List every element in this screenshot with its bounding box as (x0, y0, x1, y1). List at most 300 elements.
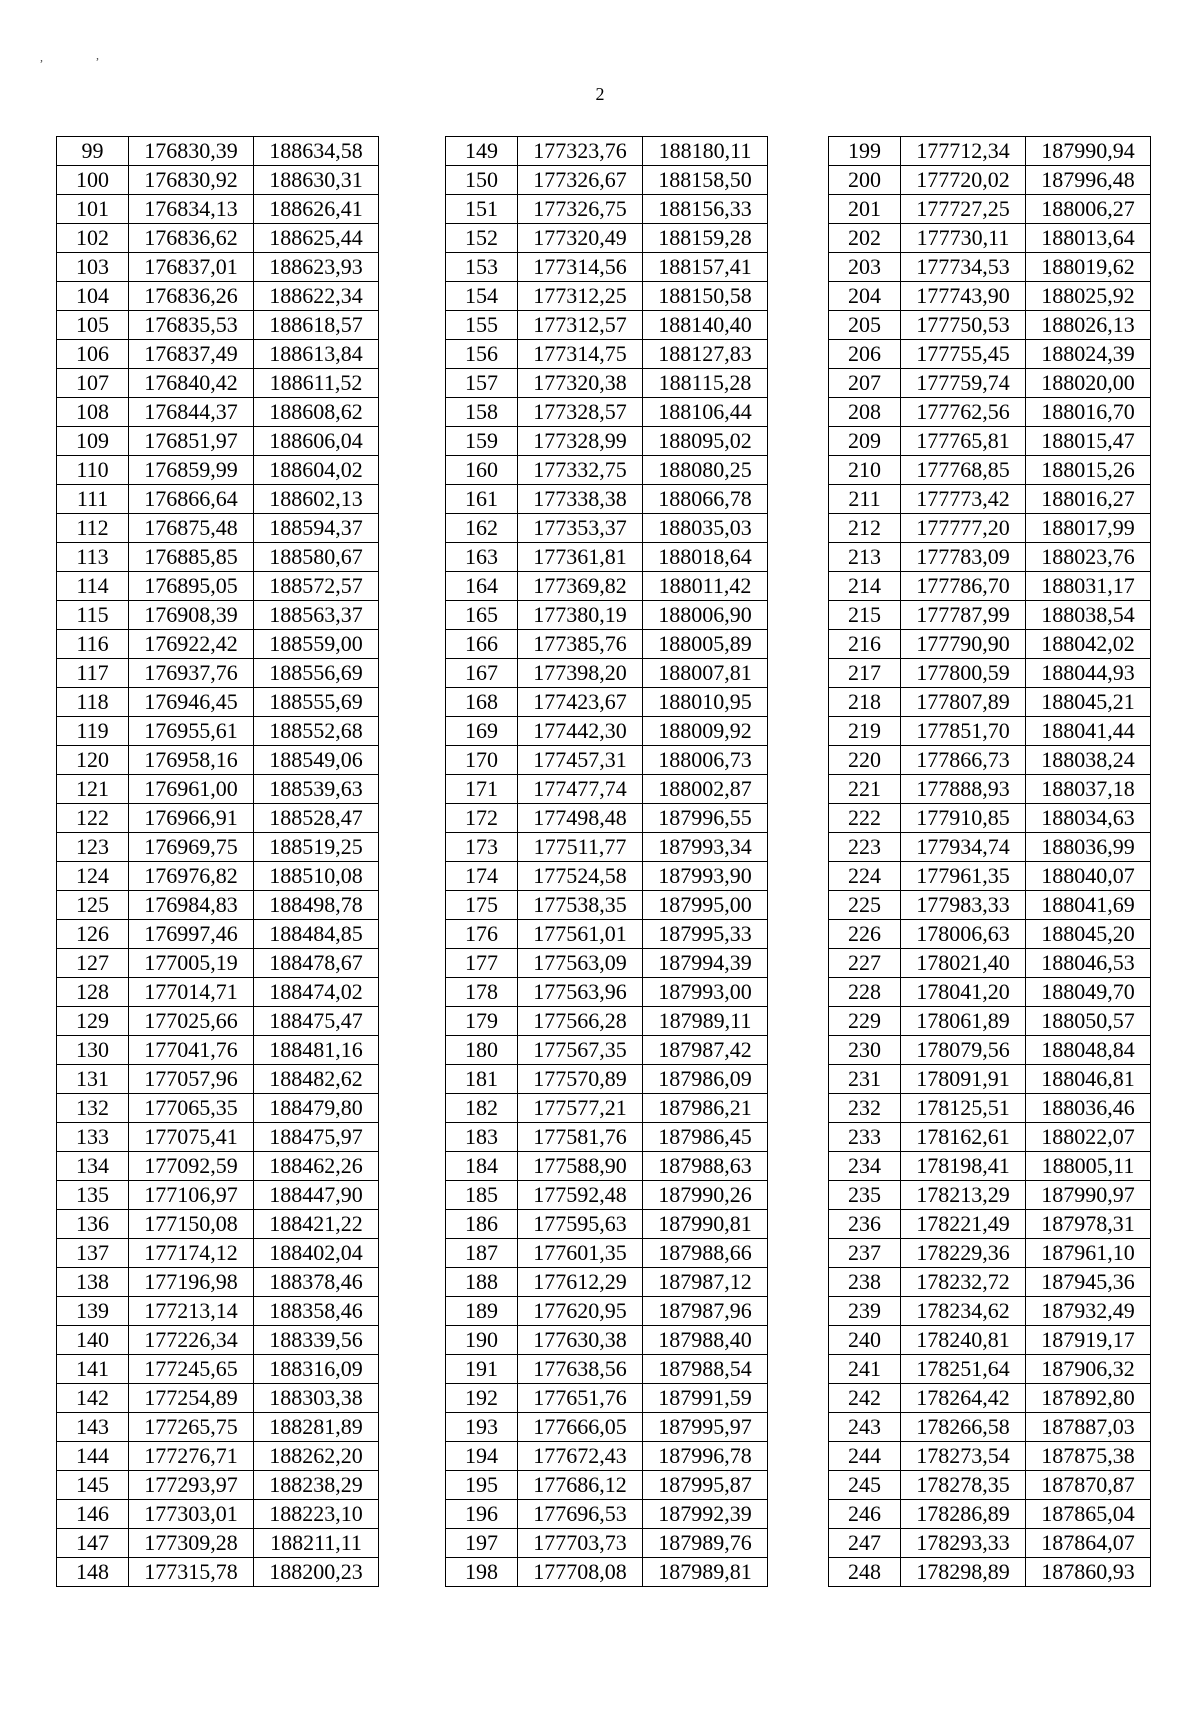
y-coordinate-cell: 187995,00 (643, 891, 768, 920)
y-coordinate-cell: 187892,80 (1026, 1384, 1151, 1413)
x-coordinate-cell: 177254,89 (129, 1384, 254, 1413)
table-row (829, 311, 1151, 340)
y-coordinate-cell: 188630,31 (254, 166, 379, 195)
y-coordinate-cell: 188038,24 (1026, 746, 1151, 775)
table-row (446, 659, 768, 688)
point-number-cell: 215 (829, 601, 901, 630)
point-number-cell: 206 (829, 340, 901, 369)
y-coordinate-cell: 187961,10 (1026, 1239, 1151, 1268)
y-coordinate-cell: 188044,93 (1026, 659, 1151, 688)
point-number-cell: 108 (57, 398, 129, 427)
point-number-cell: 110 (57, 456, 129, 485)
point-number-cell: 229 (829, 1007, 901, 1036)
point-number-cell: 127 (57, 949, 129, 978)
y-coordinate-cell: 188481,16 (254, 1036, 379, 1065)
y-coordinate-cell: 187988,63 (643, 1152, 768, 1181)
point-number-cell: 241 (829, 1355, 901, 1384)
x-coordinate-cell: 178273,54 (901, 1442, 1026, 1471)
table-row (57, 1181, 379, 1210)
table-row (829, 1471, 1151, 1500)
x-coordinate-cell: 176840,42 (129, 369, 254, 398)
x-coordinate-cell: 177338,38 (518, 485, 643, 514)
y-coordinate-cell: 188007,81 (643, 659, 768, 688)
table-row (57, 485, 379, 514)
table-row (57, 1268, 379, 1297)
point-number-cell: 126 (57, 920, 129, 949)
coordinate-table-middle (445, 136, 768, 1587)
y-coordinate-cell: 187990,94 (1026, 137, 1151, 166)
y-coordinate-cell: 187994,39 (643, 949, 768, 978)
point-number-cell: 214 (829, 572, 901, 601)
y-coordinate-cell: 188498,78 (254, 891, 379, 920)
x-coordinate-cell: 176835,53 (129, 311, 254, 340)
table-row (446, 253, 768, 282)
y-coordinate-cell: 188602,13 (254, 485, 379, 514)
point-number-cell: 192 (446, 1384, 518, 1413)
table-row (57, 630, 379, 659)
y-coordinate-cell: 187887,03 (1026, 1413, 1151, 1442)
x-coordinate-cell: 177765,81 (901, 427, 1026, 456)
point-number-cell: 100 (57, 166, 129, 195)
y-coordinate-cell: 188519,25 (254, 833, 379, 862)
y-coordinate-cell: 188622,34 (254, 282, 379, 311)
point-number-cell: 104 (57, 282, 129, 311)
point-number-cell: 209 (829, 427, 901, 456)
table-row (57, 804, 379, 833)
x-coordinate-cell: 177457,31 (518, 746, 643, 775)
table-row (446, 1210, 768, 1239)
table-row (829, 1558, 1151, 1587)
table-row (446, 1268, 768, 1297)
point-number-cell: 233 (829, 1123, 901, 1152)
y-coordinate-cell: 188608,62 (254, 398, 379, 427)
table-row (829, 195, 1151, 224)
table-row (446, 1152, 768, 1181)
table-row (57, 224, 379, 253)
y-coordinate-cell: 187996,78 (643, 1442, 768, 1471)
y-coordinate-cell: 187870,87 (1026, 1471, 1151, 1500)
point-number-cell: 174 (446, 862, 518, 891)
table-row (446, 224, 768, 253)
y-coordinate-cell: 188035,03 (643, 514, 768, 543)
table-row (57, 1442, 379, 1471)
point-number-cell: 116 (57, 630, 129, 659)
table-row (57, 1123, 379, 1152)
point-number-cell: 169 (446, 717, 518, 746)
point-number-cell: 170 (446, 746, 518, 775)
x-coordinate-cell: 176836,62 (129, 224, 254, 253)
y-coordinate-cell: 188563,37 (254, 601, 379, 630)
y-coordinate-cell: 188262,20 (254, 1442, 379, 1471)
x-coordinate-cell: 176997,46 (129, 920, 254, 949)
x-coordinate-cell: 177790,90 (901, 630, 1026, 659)
point-number-cell: 102 (57, 224, 129, 253)
table-row (446, 717, 768, 746)
x-coordinate-cell: 177807,89 (901, 688, 1026, 717)
table-row (446, 427, 768, 456)
point-number-cell: 226 (829, 920, 901, 949)
point-number-cell: 149 (446, 137, 518, 166)
y-coordinate-cell: 188447,90 (254, 1181, 379, 1210)
y-coordinate-cell: 188041,69 (1026, 891, 1151, 920)
point-number-cell: 189 (446, 1297, 518, 1326)
table-row (829, 978, 1151, 1007)
x-coordinate-cell: 177041,76 (129, 1036, 254, 1065)
point-number-cell: 112 (57, 514, 129, 543)
point-number-cell: 243 (829, 1413, 901, 1442)
y-coordinate-cell: 187987,96 (643, 1297, 768, 1326)
y-coordinate-cell: 188549,06 (254, 746, 379, 775)
x-coordinate-cell: 176834,13 (129, 195, 254, 224)
y-coordinate-cell: 188421,22 (254, 1210, 379, 1239)
x-coordinate-cell: 177226,34 (129, 1326, 254, 1355)
point-number-cell: 128 (57, 978, 129, 1007)
point-number-cell: 161 (446, 485, 518, 514)
x-coordinate-cell: 177265,75 (129, 1413, 254, 1442)
table-row (829, 1007, 1151, 1036)
table-row (829, 1123, 1151, 1152)
point-number-cell: 103 (57, 253, 129, 282)
y-coordinate-cell: 188015,26 (1026, 456, 1151, 485)
y-coordinate-cell: 188559,00 (254, 630, 379, 659)
x-coordinate-cell: 177353,37 (518, 514, 643, 543)
x-coordinate-cell: 176976,82 (129, 862, 254, 891)
y-coordinate-cell: 188034,63 (1026, 804, 1151, 833)
y-coordinate-cell: 188049,70 (1026, 978, 1151, 1007)
x-coordinate-cell: 177320,49 (518, 224, 643, 253)
y-coordinate-cell: 188022,07 (1026, 1123, 1151, 1152)
point-number-cell: 146 (57, 1500, 129, 1529)
point-number-cell: 204 (829, 282, 901, 311)
y-coordinate-cell: 188358,46 (254, 1297, 379, 1326)
point-number-cell: 168 (446, 688, 518, 717)
point-number-cell: 197 (446, 1529, 518, 1558)
point-number-cell: 155 (446, 311, 518, 340)
table-row (446, 1442, 768, 1471)
x-coordinate-cell: 177786,70 (901, 572, 1026, 601)
table-row (57, 427, 379, 456)
y-coordinate-cell: 188046,53 (1026, 949, 1151, 978)
point-number-cell: 184 (446, 1152, 518, 1181)
point-number-cell: 114 (57, 572, 129, 601)
x-coordinate-cell: 176961,00 (129, 775, 254, 804)
x-coordinate-cell: 178293,33 (901, 1529, 1026, 1558)
y-coordinate-cell: 188402,04 (254, 1239, 379, 1268)
table-row (829, 891, 1151, 920)
table-row (829, 1152, 1151, 1181)
x-coordinate-cell: 176946,45 (129, 688, 254, 717)
table-row (57, 1471, 379, 1500)
y-coordinate-cell: 188482,62 (254, 1065, 379, 1094)
table-row (446, 688, 768, 717)
point-number-cell: 121 (57, 775, 129, 804)
point-number-cell: 221 (829, 775, 901, 804)
point-number-cell: 210 (829, 456, 901, 485)
y-coordinate-cell: 187875,38 (1026, 1442, 1151, 1471)
x-coordinate-cell: 178240,81 (901, 1326, 1026, 1355)
table-row (57, 311, 379, 340)
y-coordinate-cell: 187986,09 (643, 1065, 768, 1094)
point-number-cell: 120 (57, 746, 129, 775)
table-row (446, 775, 768, 804)
table-row (829, 485, 1151, 514)
point-number-cell: 173 (446, 833, 518, 862)
table-row (829, 804, 1151, 833)
x-coordinate-cell: 177196,98 (129, 1268, 254, 1297)
table-row (446, 1413, 768, 1442)
y-coordinate-cell: 188618,57 (254, 311, 379, 340)
y-coordinate-cell: 188115,28 (643, 369, 768, 398)
y-coordinate-cell: 188080,25 (643, 456, 768, 485)
y-coordinate-cell: 188625,44 (254, 224, 379, 253)
y-coordinate-cell: 187987,12 (643, 1268, 768, 1297)
point-number-cell: 166 (446, 630, 518, 659)
x-coordinate-cell: 177477,74 (518, 775, 643, 804)
table-row (829, 630, 1151, 659)
table-row (446, 1181, 768, 1210)
table-row (829, 1529, 1151, 1558)
y-coordinate-cell: 188539,63 (254, 775, 379, 804)
table-row (57, 978, 379, 1007)
y-coordinate-cell: 187865,04 (1026, 1500, 1151, 1529)
x-coordinate-cell: 178229,36 (901, 1239, 1026, 1268)
x-coordinate-cell: 176958,16 (129, 746, 254, 775)
table-row (446, 1239, 768, 1268)
table-row (57, 572, 379, 601)
x-coordinate-cell: 177755,45 (901, 340, 1026, 369)
x-coordinate-cell: 176966,91 (129, 804, 254, 833)
x-coordinate-cell: 177423,67 (518, 688, 643, 717)
x-coordinate-cell: 178232,72 (901, 1268, 1026, 1297)
x-coordinate-cell: 177511,77 (518, 833, 643, 862)
y-coordinate-cell: 187995,33 (643, 920, 768, 949)
x-coordinate-cell: 178213,29 (901, 1181, 1026, 1210)
point-number-cell: 142 (57, 1384, 129, 1413)
table-row (57, 1529, 379, 1558)
x-coordinate-cell: 178298,89 (901, 1558, 1026, 1587)
point-number-cell: 220 (829, 746, 901, 775)
x-coordinate-cell: 176955,61 (129, 717, 254, 746)
y-coordinate-cell: 188475,47 (254, 1007, 379, 1036)
table-row (57, 1036, 379, 1065)
table-row (57, 1007, 379, 1036)
x-coordinate-cell: 177620,95 (518, 1297, 643, 1326)
table-row (446, 543, 768, 572)
table-row (57, 949, 379, 978)
x-coordinate-cell: 177309,28 (129, 1529, 254, 1558)
point-number-cell: 154 (446, 282, 518, 311)
x-coordinate-cell: 177174,12 (129, 1239, 254, 1268)
point-number-cell: 179 (446, 1007, 518, 1036)
point-number-cell: 99 (57, 137, 129, 166)
point-number-cell: 171 (446, 775, 518, 804)
x-coordinate-cell: 177245,65 (129, 1355, 254, 1384)
table-row (446, 746, 768, 775)
x-coordinate-cell: 178251,64 (901, 1355, 1026, 1384)
x-coordinate-cell: 176836,26 (129, 282, 254, 311)
table-row (446, 166, 768, 195)
point-number-cell: 131 (57, 1065, 129, 1094)
x-coordinate-cell: 177773,42 (901, 485, 1026, 514)
table-row (829, 369, 1151, 398)
point-number-cell: 244 (829, 1442, 901, 1471)
x-coordinate-cell: 177314,75 (518, 340, 643, 369)
table-row (446, 833, 768, 862)
x-coordinate-cell: 177686,12 (518, 1471, 643, 1500)
y-coordinate-cell: 188046,81 (1026, 1065, 1151, 1094)
x-coordinate-cell: 177320,38 (518, 369, 643, 398)
x-coordinate-cell: 177783,09 (901, 543, 1026, 572)
y-coordinate-cell: 188040,07 (1026, 862, 1151, 891)
x-coordinate-cell: 177563,09 (518, 949, 643, 978)
table-row (829, 224, 1151, 253)
point-number-cell: 140 (57, 1326, 129, 1355)
y-coordinate-cell: 188042,02 (1026, 630, 1151, 659)
table-row (829, 253, 1151, 282)
table-row (829, 920, 1151, 949)
y-coordinate-cell: 187986,21 (643, 1094, 768, 1123)
table-row (446, 1558, 768, 1587)
point-number-cell: 113 (57, 543, 129, 572)
point-number-cell: 194 (446, 1442, 518, 1471)
table-row (57, 1065, 379, 1094)
table-row (829, 427, 1151, 456)
x-coordinate-cell: 176844,37 (129, 398, 254, 427)
point-number-cell: 185 (446, 1181, 518, 1210)
y-coordinate-cell: 188006,27 (1026, 195, 1151, 224)
y-coordinate-cell: 188238,29 (254, 1471, 379, 1500)
table-row (446, 601, 768, 630)
point-number-cell: 198 (446, 1558, 518, 1587)
x-coordinate-cell: 177708,08 (518, 1558, 643, 1587)
y-coordinate-cell: 187990,81 (643, 1210, 768, 1239)
x-coordinate-cell: 177934,74 (901, 833, 1026, 862)
x-coordinate-cell: 177276,71 (129, 1442, 254, 1471)
y-coordinate-cell: 187978,31 (1026, 1210, 1151, 1239)
x-coordinate-cell: 177005,19 (129, 949, 254, 978)
table-row (446, 514, 768, 543)
table-row (57, 195, 379, 224)
point-number-cell: 178 (446, 978, 518, 1007)
table-row (57, 1326, 379, 1355)
x-coordinate-cell: 177328,99 (518, 427, 643, 456)
point-number-cell: 134 (57, 1152, 129, 1181)
table-row (446, 282, 768, 311)
point-number-cell: 119 (57, 717, 129, 746)
table-row (446, 485, 768, 514)
point-number-cell: 222 (829, 804, 901, 833)
y-coordinate-cell: 188016,27 (1026, 485, 1151, 514)
point-number-cell: 132 (57, 1094, 129, 1123)
x-coordinate-cell: 178021,40 (901, 949, 1026, 978)
point-number-cell: 181 (446, 1065, 518, 1094)
y-coordinate-cell: 187992,39 (643, 1500, 768, 1529)
point-number-cell: 151 (446, 195, 518, 224)
x-coordinate-cell: 178234,62 (901, 1297, 1026, 1326)
point-number-cell: 216 (829, 630, 901, 659)
x-coordinate-cell: 177768,85 (901, 456, 1026, 485)
x-coordinate-cell: 177638,56 (518, 1355, 643, 1384)
y-coordinate-cell: 188613,84 (254, 340, 379, 369)
x-coordinate-cell: 176895,05 (129, 572, 254, 601)
table-row (829, 746, 1151, 775)
point-number-cell: 158 (446, 398, 518, 427)
table-row (829, 1036, 1151, 1065)
table-row (446, 340, 768, 369)
point-number-cell: 211 (829, 485, 901, 514)
x-coordinate-cell: 177314,56 (518, 253, 643, 282)
point-number-cell: 167 (446, 659, 518, 688)
point-number-cell: 196 (446, 1500, 518, 1529)
y-coordinate-cell: 188045,20 (1026, 920, 1151, 949)
point-number-cell: 129 (57, 1007, 129, 1036)
table-row (57, 1152, 379, 1181)
x-coordinate-cell: 177703,73 (518, 1529, 643, 1558)
point-number-cell: 107 (57, 369, 129, 398)
x-coordinate-cell: 177092,59 (129, 1152, 254, 1181)
y-coordinate-cell: 187993,00 (643, 978, 768, 1007)
y-coordinate-cell: 188038,54 (1026, 601, 1151, 630)
y-coordinate-cell: 188005,89 (643, 630, 768, 659)
y-coordinate-cell: 188013,64 (1026, 224, 1151, 253)
y-coordinate-cell: 188378,46 (254, 1268, 379, 1297)
table-row (446, 1529, 768, 1558)
x-coordinate-cell: 178198,41 (901, 1152, 1026, 1181)
point-number-cell: 180 (446, 1036, 518, 1065)
point-number-cell: 232 (829, 1094, 901, 1123)
x-coordinate-cell: 178006,63 (901, 920, 1026, 949)
y-coordinate-cell: 187945,36 (1026, 1268, 1151, 1297)
x-coordinate-cell: 177025,66 (129, 1007, 254, 1036)
table-row (446, 311, 768, 340)
point-number-cell: 143 (57, 1413, 129, 1442)
table-row (446, 920, 768, 949)
table-row (829, 1094, 1151, 1123)
point-number-cell: 122 (57, 804, 129, 833)
x-coordinate-cell: 177065,35 (129, 1094, 254, 1123)
table-row (829, 340, 1151, 369)
x-coordinate-cell: 177315,78 (129, 1558, 254, 1587)
point-number-cell: 165 (446, 601, 518, 630)
point-number-cell: 199 (829, 137, 901, 166)
point-number-cell: 182 (446, 1094, 518, 1123)
y-coordinate-cell: 187919,17 (1026, 1326, 1151, 1355)
y-coordinate-cell: 188006,90 (643, 601, 768, 630)
table-row (446, 891, 768, 920)
point-number-cell: 160 (446, 456, 518, 485)
table-row (57, 1384, 379, 1413)
x-coordinate-cell: 177592,48 (518, 1181, 643, 1210)
table-row (829, 1297, 1151, 1326)
point-number-cell: 133 (57, 1123, 129, 1152)
y-coordinate-cell: 187987,42 (643, 1036, 768, 1065)
x-coordinate-cell: 177150,08 (129, 1210, 254, 1239)
x-coordinate-cell: 177213,14 (129, 1297, 254, 1326)
table-row (57, 1500, 379, 1529)
x-coordinate-cell: 177332,75 (518, 456, 643, 485)
x-coordinate-cell: 177672,43 (518, 1442, 643, 1471)
table-row (446, 978, 768, 1007)
x-coordinate-cell: 178091,91 (901, 1065, 1026, 1094)
x-coordinate-cell: 178041,20 (901, 978, 1026, 1007)
table-row (57, 1355, 379, 1384)
x-coordinate-cell: 176908,39 (129, 601, 254, 630)
y-coordinate-cell: 188157,41 (643, 253, 768, 282)
x-coordinate-cell: 177323,76 (518, 137, 643, 166)
table-row (57, 920, 379, 949)
coordinate-table-right (828, 136, 1151, 1587)
x-coordinate-cell: 177743,90 (901, 282, 1026, 311)
